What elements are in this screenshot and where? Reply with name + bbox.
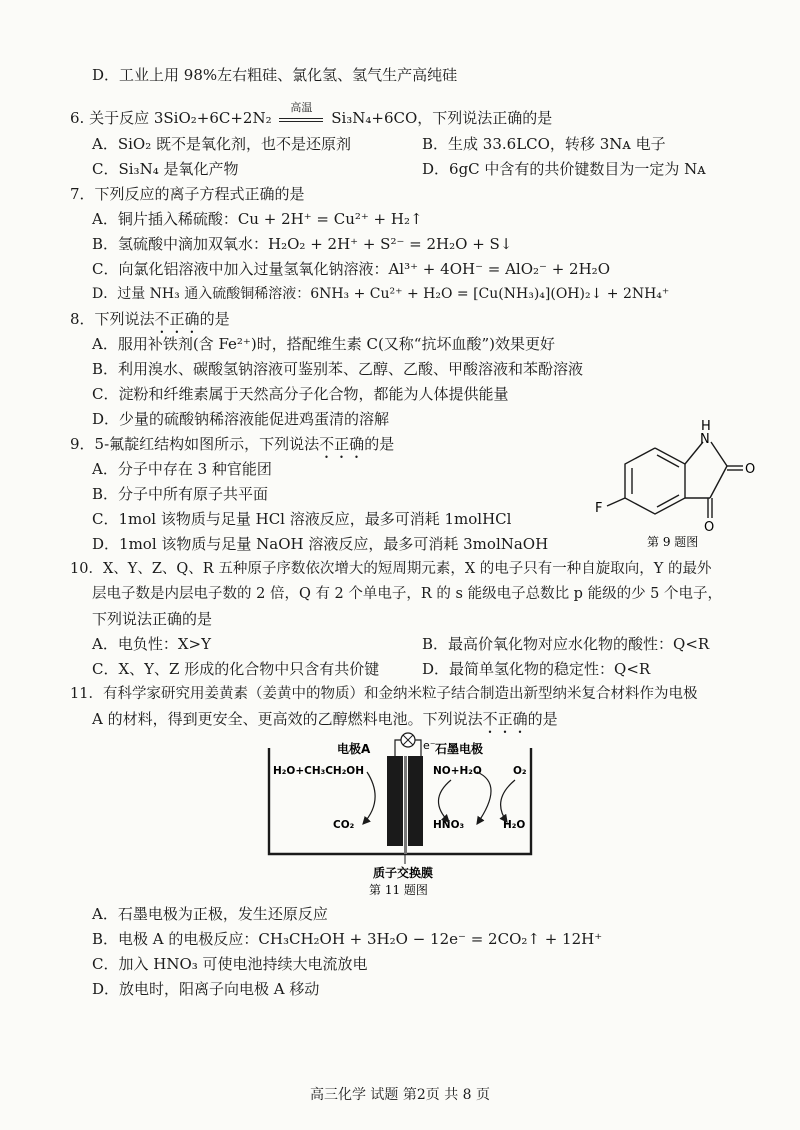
q6-stem-suffix: Si₃N₄+6CO，下列说法正确的是 (331, 109, 553, 127)
q10-option-b: B．最高价氧化物对应水化物的酸性：Q<R (422, 635, 710, 653)
q10-stem-line3: 下列说法正确的是 (92, 610, 213, 628)
q10-stem-line2: 层电子数是内层电子数的 2 倍，Q 有 2 个单电子，R 的 s 能级电子总数比 p 能级的少 5 个电子， (92, 586, 723, 602)
q8-stem-post: 的是 (199, 310, 230, 328)
q11-stem-emphasis: 不正确 (482, 710, 528, 728)
q11-label-right-reactant: NO+H₂O (433, 765, 482, 777)
q9-stem-pre: 9．5-氟靛红结构如图所示，下列说法 (70, 435, 320, 453)
q9-atom-n: N (700, 432, 710, 447)
q9-stem (70, 434, 394, 462)
q11-label-o2: O₂ (513, 765, 527, 777)
q10-option-a: A．电负性：X>Y (92, 635, 211, 653)
q10-option-d: D．最简单氢化物的稳定性：Q<R (422, 660, 651, 678)
q6-stem-prefix: 6. 关于反应 3SiO₂+6C+2N₂ (70, 109, 272, 127)
q9-option-c: C．1mol 该物质与足量 HCl 溶液反应，最多可消耗 1molHCl (92, 510, 512, 528)
page-footer: 高三化学 试题 第2页 共 8 页 (309, 1087, 491, 1103)
q11-option-a: A．石墨电极为正极，发生还原反应 (92, 905, 328, 923)
q11-label-membrane: 质子交换膜 (373, 866, 434, 880)
q8-stem (70, 309, 230, 337)
q7-stem: 7．下列反应的离子方程式正确的是 (70, 185, 305, 203)
q9-stem-post: 的是 (364, 435, 395, 453)
q8-stem-pre: 8．下列说法 (70, 310, 155, 328)
q11-label-graphite: 石墨电极 (435, 742, 484, 756)
q8-option-c: C．淀粉和纤维素属于天然高分子化合物，都能为人体提供能量 (92, 385, 509, 403)
q7-option-a: A．铜片插入稀硫酸：Cu + 2H⁺ = Cu²⁺ + H₂↑ (92, 210, 423, 228)
q11-label-h2o: H₂O (503, 819, 526, 831)
q11-option-c: C．加入 HNO₃ 可使电池持续大电流放电 (92, 955, 368, 973)
q11-graphite-electrode (408, 756, 423, 846)
q11-arrow-right-b (501, 780, 515, 822)
q8-stem-emphasis: 不正确 (154, 310, 200, 328)
q9-option-b: B．分子中所有原子共平面 (92, 485, 269, 503)
q11-arrow-left (363, 772, 375, 824)
q11-option-b: B．电极 A 的电极反应：CH₃CH₂OH + 3H₂O − 12e⁻ = 2CO₂↑ + 12H⁺ (92, 930, 603, 948)
q11-figure-caption: 第 11 题图 (369, 883, 428, 897)
q9-option-a: A．分子中存在 3 种官能团 (92, 460, 272, 478)
q11-stem-line1: 11．有科学家研究用姜黄素（姜黄中的物质）和金纳米粒子结合制造出新型纳米复合材料作为电极 (70, 686, 698, 702)
q11-fuel-cell-figure (255, 728, 545, 898)
q11-stem-pre: A 的材料，得到更安全、更高效的乙醇燃料电池。下列说法 (92, 710, 483, 728)
q9-figure-caption: 第 9 题图 (647, 535, 699, 549)
q11-arrow-mid (438, 780, 451, 822)
q8-option-d: D．少量的硫酸钠稀溶液能促进鸡蛋清的溶解 (92, 410, 390, 428)
q8-option-a: A．服用补铁剂(含 Fe²⁺)时，搭配维生素 C(又称“抗坏血酸”)效果更好 (92, 335, 555, 353)
q6-option-a: A．SiO₂ 既不是氧化剂，也不是还原剂 (92, 135, 351, 153)
q6-option-b: B．生成 33.6LCO，转移 3Nᴀ 电子 (422, 135, 666, 153)
q9-stem-emphasis: 不正确 (319, 435, 365, 453)
q6-condition: 高温 (290, 101, 313, 114)
q7-option-d: D．过量 NH₃ 通入硫酸铜稀溶液：6NH₃ + Cu²⁺ + H₂O = [Cu(NH₃)₄](OH)₂↓ + 2NH₄⁺ (92, 286, 670, 302)
q7-option-c: C．向氯化铝溶液中加入过量氢氧化钠溶液：Al³⁺ + 4OH⁻ = AlO₂⁻ + 2H₂O (92, 260, 610, 278)
q9-option-d: D．1mol 该物质与足量 NaOH 溶液反应，最多可消耗 3molNaOH (92, 535, 549, 553)
q11-electrode-a (387, 756, 403, 846)
q11-label-left-product: CO₂ (333, 819, 355, 831)
q9-atom-o1: O (745, 462, 756, 477)
q11-label-electron: e⁻ (423, 739, 436, 752)
q10-option-c: C．X、Y、Z 形成的化合物中只含有共价键 (92, 660, 380, 678)
q6-option-d: D．6gC 中含有的共价键数目为一定为 Nᴀ (422, 160, 706, 178)
q9-structure-figure (585, 418, 775, 563)
q6-option-c: C．Si₃N₄ 是氧化产物 (92, 160, 239, 178)
q11-label-left-reactant: H₂O+CH₃CH₂OH (273, 765, 365, 777)
q11-arrow-right-a (477, 772, 491, 824)
q9-benzene-ring (625, 448, 685, 514)
q9-atom-o2: O (704, 520, 715, 535)
q5-option-d: D．工业上用 98%左右粗硅、氯化氢、氢气生产高纯硅 (92, 66, 458, 84)
q6-stem (70, 101, 553, 128)
q8-option-b: B．利用溴水、碳酸氢钠溶液可鉴别苯、乙醇、乙酸、甲酸溶液和苯酚溶液 (92, 360, 584, 378)
q11-option-d: D．放电时，阳离子向电极 A 移动 (92, 980, 320, 998)
q10-stem-line1: 10．X、Y、Z、Q、R 五种原子序数依次增大的短周期元素，X 的电子只有一种自旋取向，Y 的最外 (70, 561, 712, 577)
q9-atom-h: H (701, 419, 711, 434)
q11-label-right-product: HNO₃ (433, 819, 465, 831)
q7-option-b: B．氢硫酸中滴加双氧水：H₂O₂ + 2H⁺ + S²⁻ = 2H₂O + S↓ (92, 235, 513, 253)
q11-label-electrode-a: 电极A (337, 742, 371, 756)
q11-stem-post: 的是 (527, 710, 558, 728)
q11-membrane (404, 756, 407, 854)
q9-atom-f: F (595, 501, 603, 516)
